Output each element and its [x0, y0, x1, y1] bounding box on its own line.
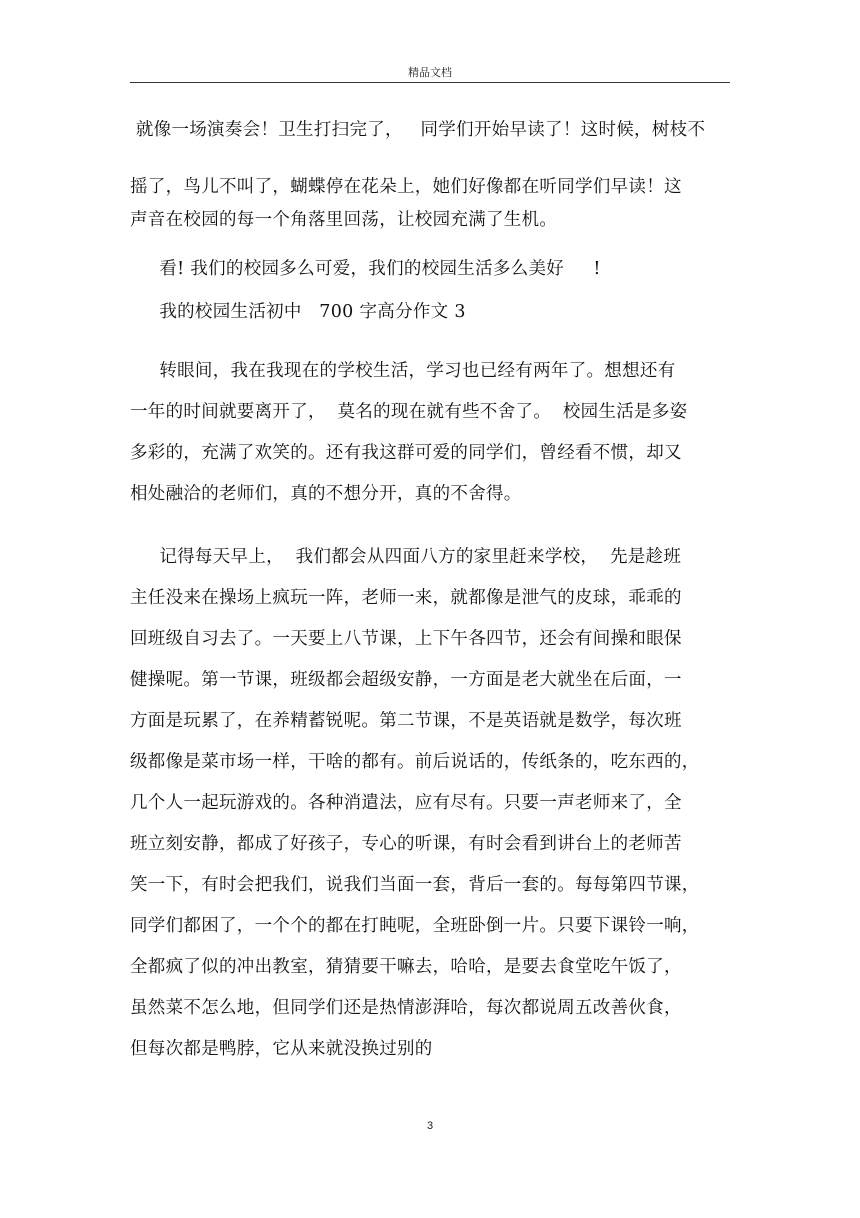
text-line: 记得每天早上， 我们都会从四面八方的家里赶来学校， 先是趁班 [130, 547, 682, 567]
text-line: 虽然菜不怎么地，但同学们还是热情澎湃哈，每次都说周五改善伙食， [130, 998, 682, 1018]
text-line: 一年的时间就要离开了， 莫名的现在就有些不舍了。 校园生活是多姿 [130, 402, 688, 422]
text-line: 全都疯了似的冲出教室，猜猜要干嘛去，哈哈，是要去食堂吃午饭了， [130, 957, 682, 977]
header-divider [130, 82, 730, 83]
text-line: 相处融洽的老师们，真的不想分开，真的不舍得。 [130, 484, 522, 504]
text-line: 班立刻安静，都成了好孩子，专心的听课，有时会看到讲台上的老师苦 [130, 834, 682, 854]
text-line: 摇了，鸟儿不叫了，蝴蝶停在花朵上，她们好像都在听同学们早读！这 [130, 177, 682, 197]
text-line: 级都像是菜市场一样，干啥的都有。前后说话的，传纸条的，吃东西的， [130, 752, 700, 772]
text-line: 主任没来在操场上疯玩一阵，老师一来，就都像是泄气的皮球，乖乖的 [130, 588, 682, 608]
text-line: 笑一下，有时会把我们，说我们当面一套，背后一套的。每每第四节课， [130, 875, 700, 895]
text-line: 转眼间，我在我现在的学校生活，学习也已经有两年了。想想还有 [130, 361, 676, 381]
text-line: 健操呢。第一节课，班级都会超级安静，一方面是老大就坐在后面，一 [130, 670, 682, 690]
page-header: 精品文档 [408, 66, 452, 79]
section-title: 我的校园生活初中 700 字高分作文 3 [130, 302, 466, 322]
text-line: 就像一场演奏会！卫生打扫完了， 同学们开始早读了！这时候，树枝不 [130, 120, 706, 140]
text-line: 多彩的，充满了欢笑的。还有我这群可爱的同学们，曾经看不惯，却又 [130, 443, 682, 463]
text-line: 看! 我们的校园多么可爱，我们的校园生活多么美好 ! [130, 259, 601, 279]
text-line: 同学们都困了，一个个的都在打盹呢，全班卧倒一片。只要下课铃一响， [130, 916, 700, 936]
text-line: 声音在校园的每一个角落里回荡，让校园充满了生机。 [130, 210, 558, 230]
page-number: 3 [426, 1120, 434, 1132]
text-line: 但每次都是鸭脖，它从来就没换过别的 [130, 1039, 433, 1059]
text-line: 几个人一起玩游戏的。各种消遣法，应有尽有。只要一声老师来了，全 [130, 793, 682, 813]
text-line: 方面是玩累了，在养精蓄锐呢。第二节课，不是英语就是数学，每次班 [130, 711, 682, 731]
text-line: 回班级自习去了。一天要上八节课，上下午各四节，还会有间操和眼保 [130, 629, 682, 649]
